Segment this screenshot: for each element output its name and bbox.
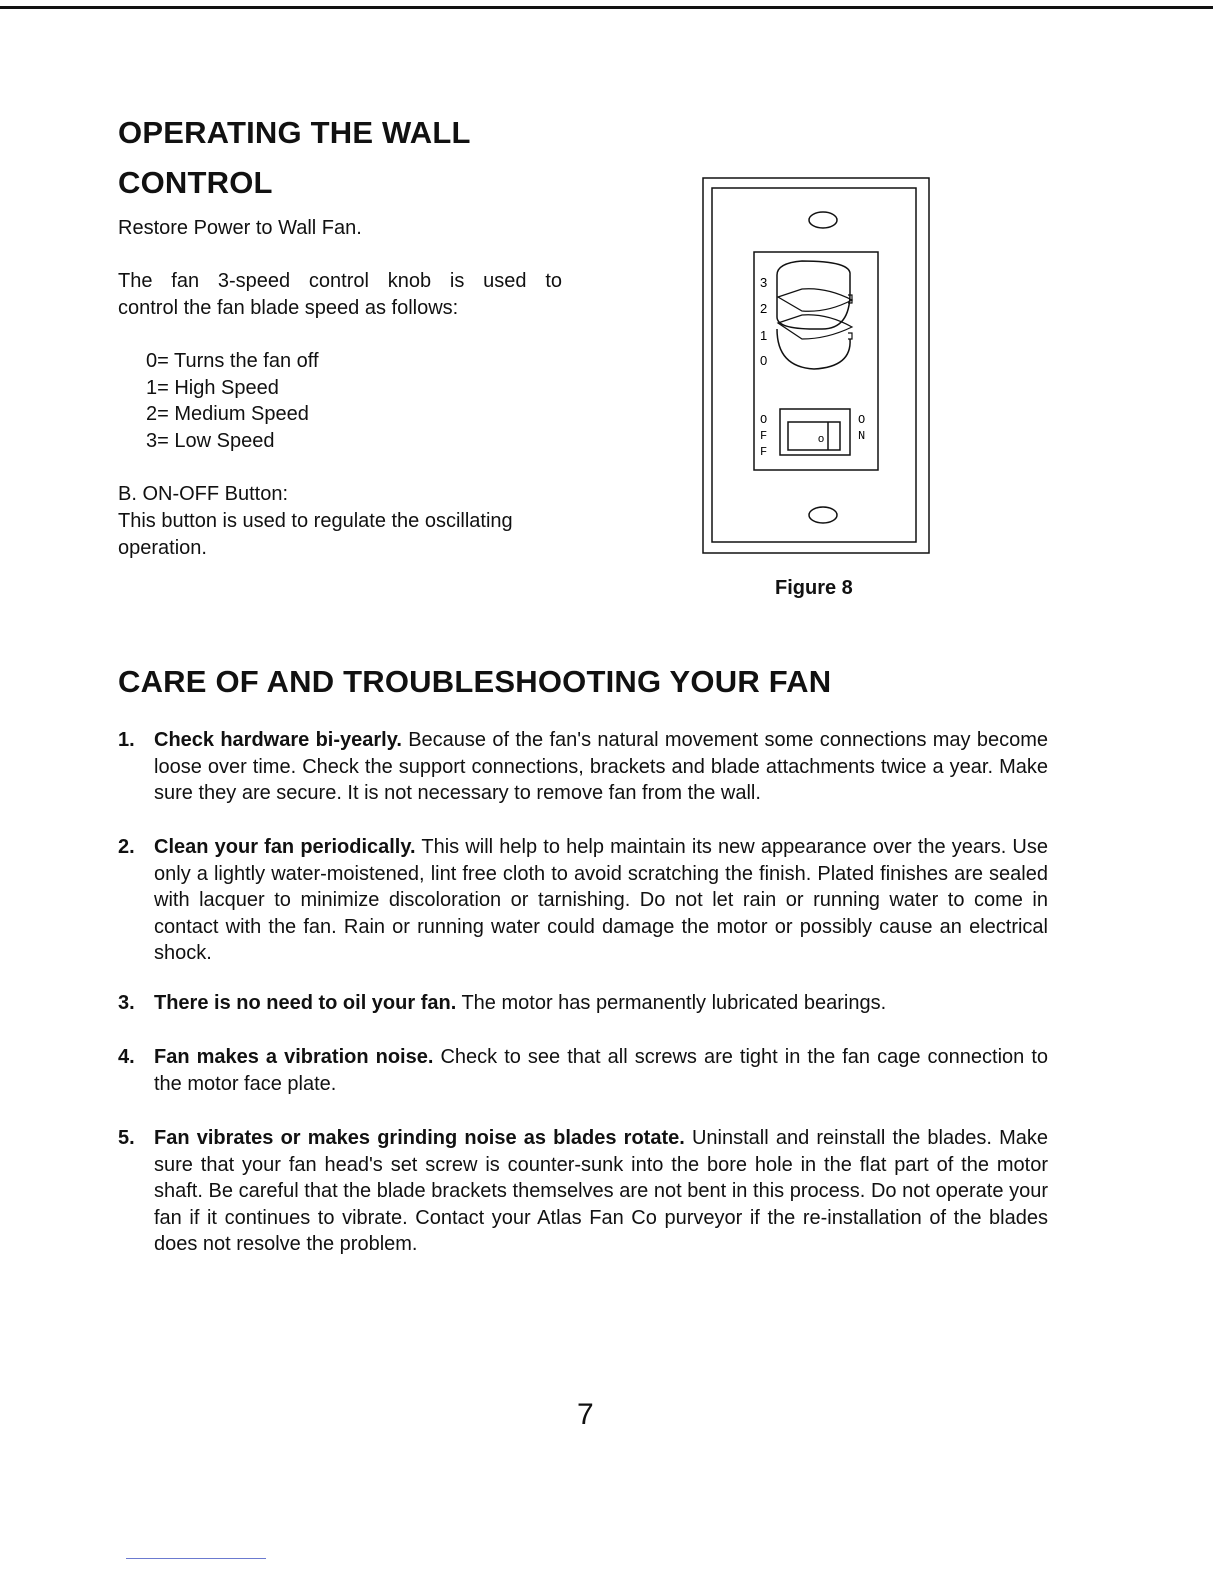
switch-on-letter: O [858, 413, 866, 427]
item-text: Check to see that all screws are tight in the fan cage connection to the motor face plate. [154, 1046, 1048, 1095]
item-text: Uninstall and reinstall the blades. Make sure that your fan head's set screw is counter-sunk into the bore hole in the flat part of the motor shaft. Be careful that the blade brackets themselves are not bent in this process. Do not operate your fan if it continues to vibrate. Contact your Atlas Fan Co purveyor if the re-installation of the blades does not resolve the problem. [154, 1127, 1048, 1255]
knob-notch-right-2 [848, 333, 852, 339]
speed-item: 0= Turns the fan off [146, 350, 319, 372]
speed-intro-line-2: control the fan blade speed as follows: [118, 297, 459, 319]
figure-outer-frame [703, 178, 929, 553]
on-off-button-description [118, 481, 578, 562]
speed-item: 2= Medium Speed [146, 403, 309, 425]
item-number: 4. [118, 1046, 135, 1068]
on-off-heading: B. ON-OFF Button: [118, 483, 289, 505]
bottom-screw-icon [809, 507, 837, 523]
speed-intro-line-1: The fan 3-speed control knob is used to [118, 270, 562, 292]
knob-lobe-upper [778, 289, 852, 312]
item-heading: Fan vibrates or makes grinding noise as blades rotate. [154, 1127, 685, 1149]
bottom-scan-line [126, 1558, 266, 1559]
top-screw-icon [809, 212, 837, 228]
restore-power-text: Restore Power to Wall Fan. [118, 217, 362, 239]
item-number: 2. [118, 836, 135, 858]
item-body [154, 727, 1048, 807]
page-number: 7 [577, 1398, 594, 1431]
switch-mark: o [818, 433, 825, 445]
switch-on-letter: N [858, 429, 866, 443]
item-heading: Clean your fan periodically. [154, 836, 416, 858]
speed-intro-text [118, 268, 562, 322]
speed-item: 1= High Speed [146, 376, 279, 399]
section-title-wall-control: OPERATING THE WALL CONTROL [118, 115, 471, 200]
speed-item: 3= Low Speed [146, 429, 275, 452]
top-rule [0, 6, 1213, 9]
wall-plate [712, 188, 916, 542]
knob-label-2: 2 [760, 301, 768, 316]
item-text: The motor has permanently lubricated bearings. [456, 992, 887, 1014]
list-item [118, 834, 1048, 967]
on-off-text: This button is used to regulate the oscillating operation. [118, 510, 513, 559]
item-body [154, 834, 1048, 967]
knob-bottom-arc [777, 329, 850, 369]
item-number: 3. [118, 992, 135, 1014]
knob-label-0: 0 [760, 353, 768, 368]
item-body [154, 990, 1048, 1017]
list-item [118, 990, 1048, 1017]
switch-off-letter: F [760, 445, 768, 459]
item-number: 1. [118, 729, 135, 751]
on-off-switch [788, 422, 840, 450]
list-item [118, 1044, 1048, 1097]
item-body [154, 1044, 1048, 1097]
list-item [118, 1125, 1048, 1258]
item-text: This will help to help maintain its new appearance over the years. Use only a lightly water-moistened, lint free cloth to avoid scratching the finish. Plated finishes are sealed with lacquer to minimize discoloration or tarnishing. Do not let rain or running water to come in contact with the fan. Rain or running water could damage the motor or possibly cause an electrical shock. [154, 836, 1049, 964]
wall-control-figure [702, 177, 930, 554]
item-body [154, 1125, 1048, 1258]
section-title-care: CARE OF AND TROUBLESHOOTING YOUR FAN [118, 664, 832, 699]
knob-label-1: 1 [760, 328, 768, 343]
switch-off-letter: F [760, 429, 768, 443]
speed-list [146, 348, 319, 454]
item-heading: There is no need to oil your fan. [154, 992, 457, 1014]
speed-knob [777, 261, 850, 329]
item-heading: Fan makes a vibration noise. [154, 1046, 434, 1068]
item-number: 5. [118, 1127, 135, 1149]
figure-caption: Figure 8 [775, 577, 853, 599]
switch-off-letter: O [760, 413, 768, 427]
list-item [118, 727, 1048, 807]
knob-label-3: 3 [760, 275, 768, 290]
item-text: Because of the fan's natural movement some connections may become loose over time. Check the support connections, brackets and blade attachments twice a year. Make sure they are secure. It is not necessary to remove fan from the wall. [154, 729, 1048, 804]
item-heading: Check hardware bi-yearly. [154, 729, 402, 751]
